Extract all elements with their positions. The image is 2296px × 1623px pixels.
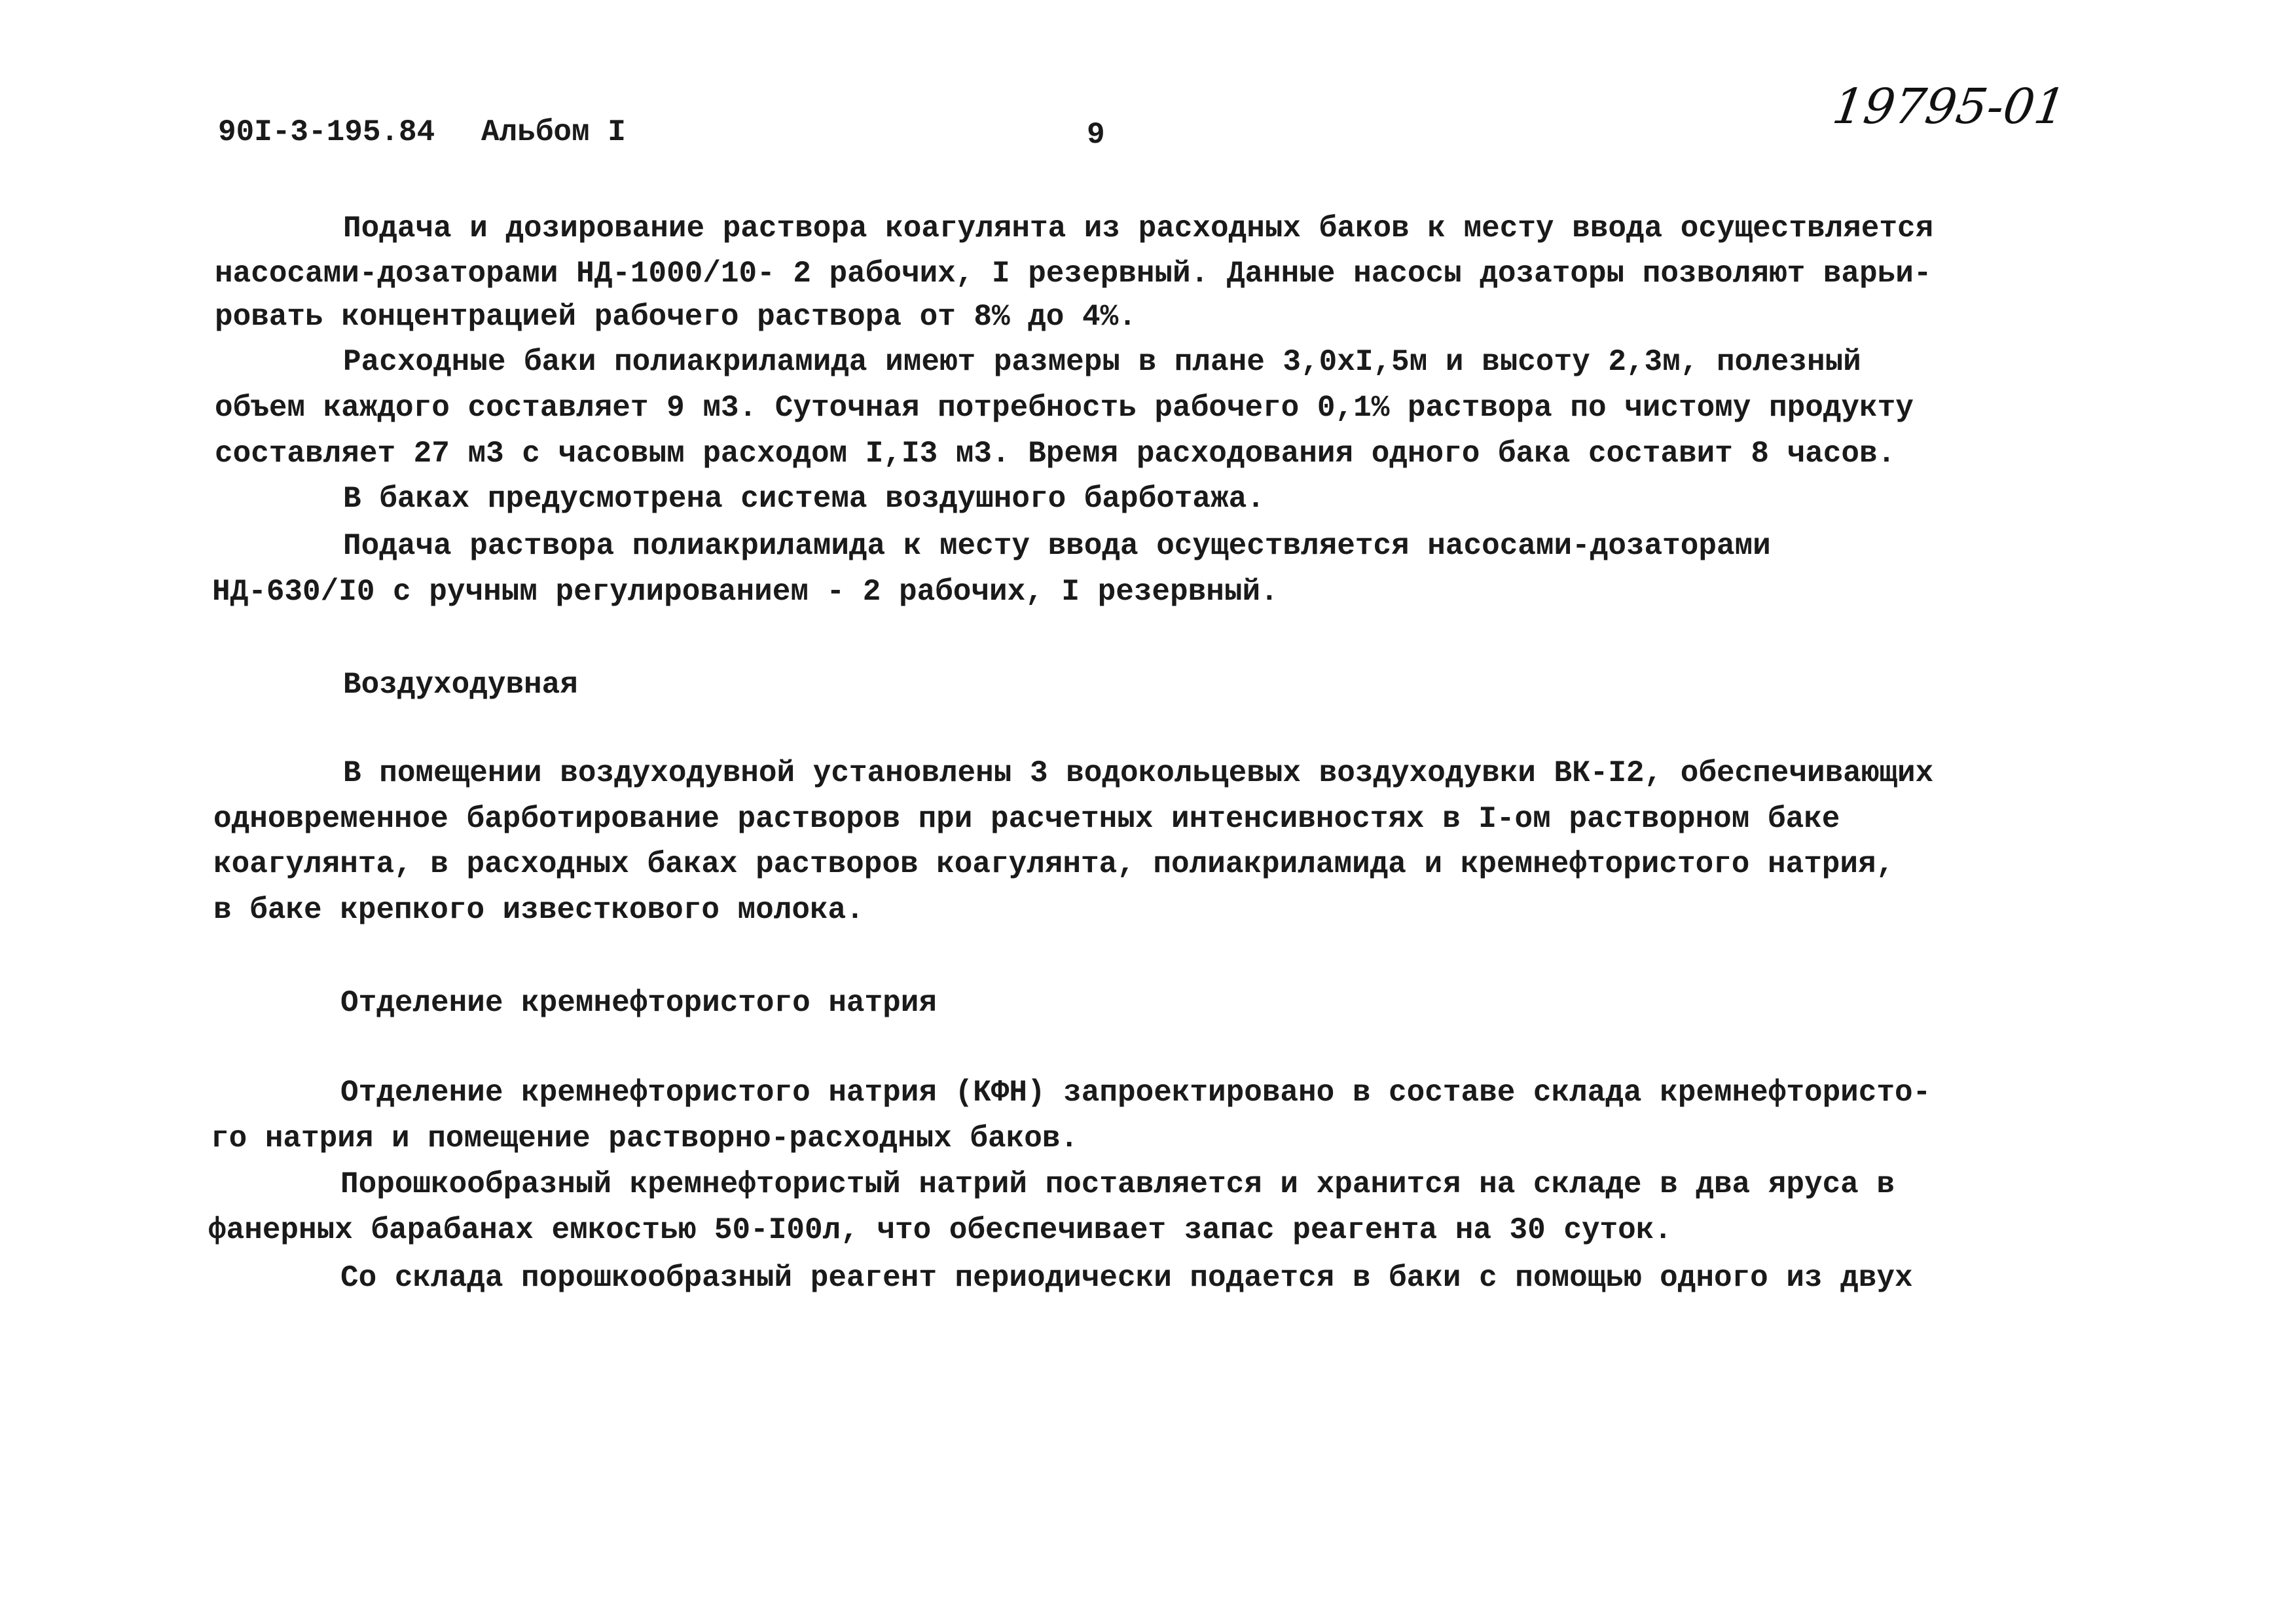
handwritten-inventory-number: 19795-01 bbox=[1829, 79, 2069, 135]
text-line: насосами-дозаторами НД-1000/10- 2 рабочих, I резервный. Данные насосы дозаторы позволяют варьи- bbox=[215, 257, 1932, 291]
text-line: В баках предусмотрена система воздушного барботажа. bbox=[343, 482, 1265, 516]
text-line: объем каждого составляет 9 м3. Суточная потребность рабочего 0,1% раствора по чистому продукту bbox=[215, 391, 1914, 425]
text-line: в баке крепкого известкового молока. bbox=[213, 893, 864, 927]
text-line: Подача раствора полиакриламида к месту ввода осуществляется насосами-дозаторами bbox=[343, 529, 1771, 563]
album-label: Альбом I bbox=[481, 115, 626, 149]
text-line: коагулянта, в расходных баках растворов коагулянта, полиакриламида и кремнефтористого натрия, bbox=[213, 847, 1895, 881]
text-line: Порошкообразный кремнефтористый натрий поставляется и хранится на складе в два яруса в bbox=[340, 1167, 1895, 1201]
page-number: 9 bbox=[1087, 118, 1105, 152]
text-line: одновременное барботирование растворов при расчетных интенсивностях в I-ом растворном баке bbox=[213, 802, 1840, 836]
text-line: Расходные баки полиакриламида имеют размеры в плане 3,0хI,5м и высоту 2,3м, полезный bbox=[343, 345, 1861, 379]
document-code: 90I-3-195.84 bbox=[218, 115, 435, 149]
text-line: составляет 27 м3 с часовым расходом I,I3 м3. Время расходования одного бака составит 8 часов. bbox=[215, 437, 1896, 471]
section-heading: Отделение кремнефтористого натрия bbox=[340, 986, 937, 1020]
text-line: фанерных барабанах емкостью 50-I00л, что обеспечивает запас реагента на 30 суток. bbox=[208, 1213, 1672, 1247]
text-line: Со склада порошкообразный реагент периодически подается в баки с помощью одного из двух bbox=[340, 1261, 1913, 1295]
text-line: Отделение кремнефтористого натрия (КФН) запроектировано в составе склада кремнефтористо- bbox=[340, 1076, 1931, 1110]
section-heading: Воздуходувная bbox=[343, 668, 578, 702]
text-line: В помещении воздуходувной установлены 3 водокольцевых воздуходувки ВК-I2, обеспечивающих bbox=[343, 756, 1934, 790]
text-line: НД-630/I0 с ручным регулированием - 2 рабочих, I резервный. bbox=[212, 575, 1279, 609]
text-line: го натрия и помещение растворно-расходных баков. bbox=[211, 1122, 1079, 1156]
text-line: ровать концентрацией рабочего раствора от 8% до 4%. bbox=[215, 300, 1137, 334]
text-line: Подача и дозирование раствора коагулянта из расходных баков к месту ввода осуществляется bbox=[343, 211, 1934, 246]
